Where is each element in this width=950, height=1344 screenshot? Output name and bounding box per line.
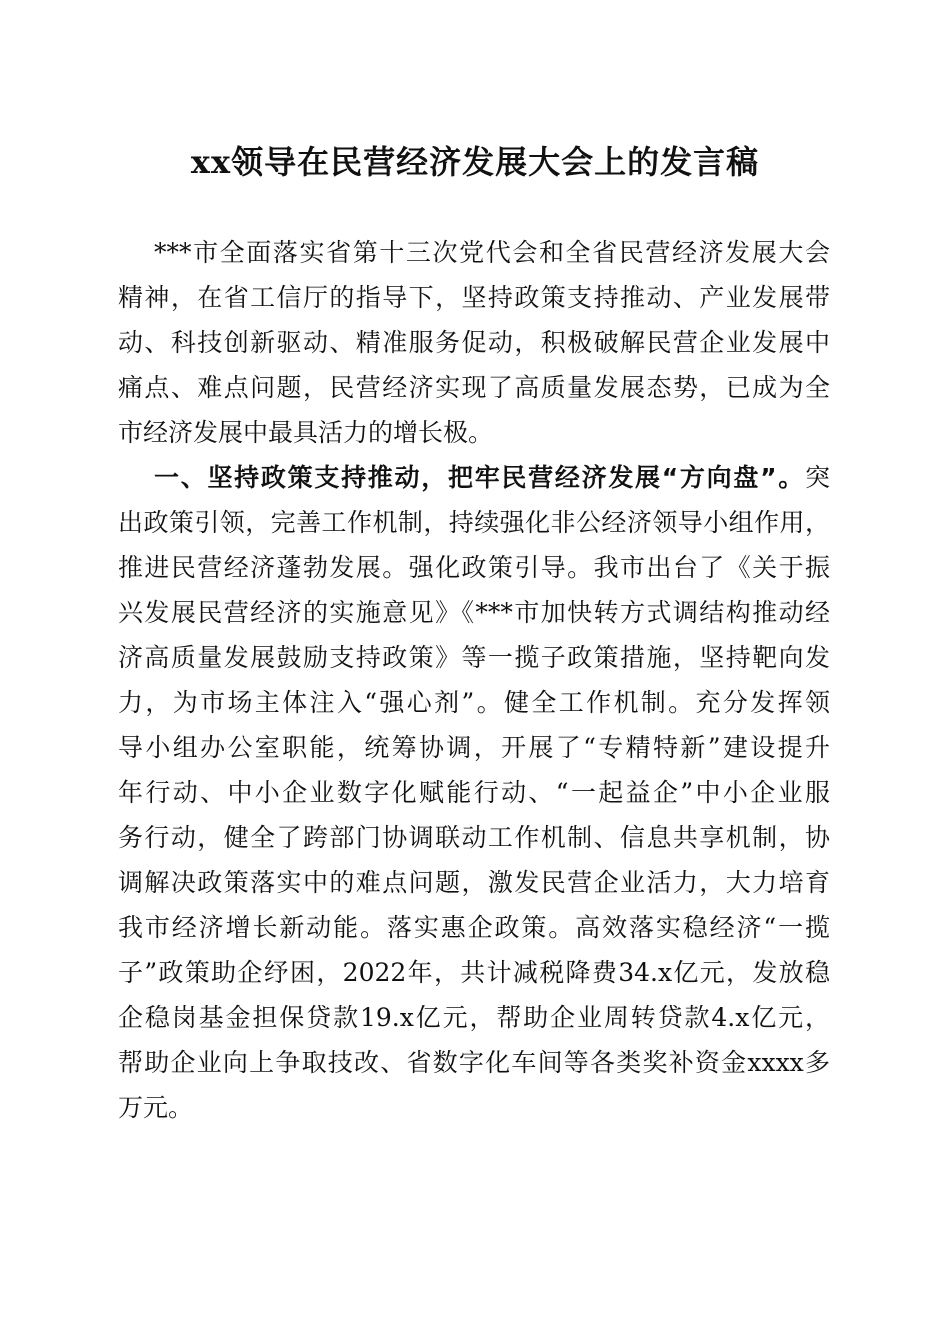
paragraph-line: 出政策引领，完善工作机制，持续强化非公经济领导小组作用，: [118, 508, 830, 537]
paragraph-line: 调解决政策落实中的难点问题，激发民营企业活力，大力培育: [118, 868, 830, 897]
paragraph-line: 痛点、难点问题，民营经济实现了高质量发展态势，已成为全: [118, 373, 830, 402]
paragraph-line: 务行动，健全了跨部门协调联动工作机制、信息共享机制，协: [118, 823, 830, 852]
section-heading-continuation: 突: [804, 463, 830, 492]
section-heading: 一、坚持政策支持推动，把牢民营经济发展“方向盘”。: [154, 463, 805, 492]
paragraph-line: 兴发展民营经济的实施意见》《***市加快转方式调结构推动经: [118, 598, 830, 627]
paragraph-line: 动、科技创新驱动、精准服务促动，积极破解民营企业发展中: [118, 328, 830, 357]
paragraph-line: ***市全面落实省第十三次党代会和全省民营经济发展大会: [154, 238, 830, 267]
paragraph-line: 市经济发展中最具活力的增长极。: [118, 418, 494, 447]
document-body: [118, 230, 830, 1130]
paragraph-intro: [118, 230, 830, 455]
paragraph-line: 我市经济增长新动能。落实惠企政策。高效落实稳经济“一揽: [118, 913, 830, 942]
paragraph-line: 年行动、中小企业数字化赋能行动、“一起益企”中小企业服: [118, 778, 830, 807]
section-heading-line: [118, 455, 830, 500]
paragraph-line: 济高质量发展鼓励支持政策》等一揽子政策措施，坚持靶向发: [118, 643, 830, 672]
paragraph-line: 帮助企业向上争取技改、省数字化车间等各类奖补资金xxxx多: [118, 1048, 830, 1077]
paragraph-line: 精神，在省工信厅的指导下，坚持政策支持推动、产业发展带: [118, 283, 830, 312]
paragraph-line: 子”政策助企纾困，2022年，共计减税降费34.x亿元，发放稳: [118, 958, 830, 987]
paragraph-line: 力，为市场主体注入“强心剂”。健全工作机制。充分发挥领: [118, 688, 830, 717]
document-title: xx领导在民营经济发展大会上的发言稿: [190, 143, 760, 181]
paragraph-line: 推进民营经济蓬勃发展。强化政策引导。我市出台了《关于振: [118, 553, 830, 582]
paragraph-section-one: [118, 455, 830, 1130]
paragraph-line: 万元。: [118, 1093, 194, 1122]
paragraph-line: 导小组办公室职能，统筹协调，开展了“专精特新”建设提升: [118, 733, 830, 762]
paragraph-line: 企稳岗基金担保贷款19.x亿元，帮助企业周转贷款4.x亿元，: [118, 1003, 830, 1032]
